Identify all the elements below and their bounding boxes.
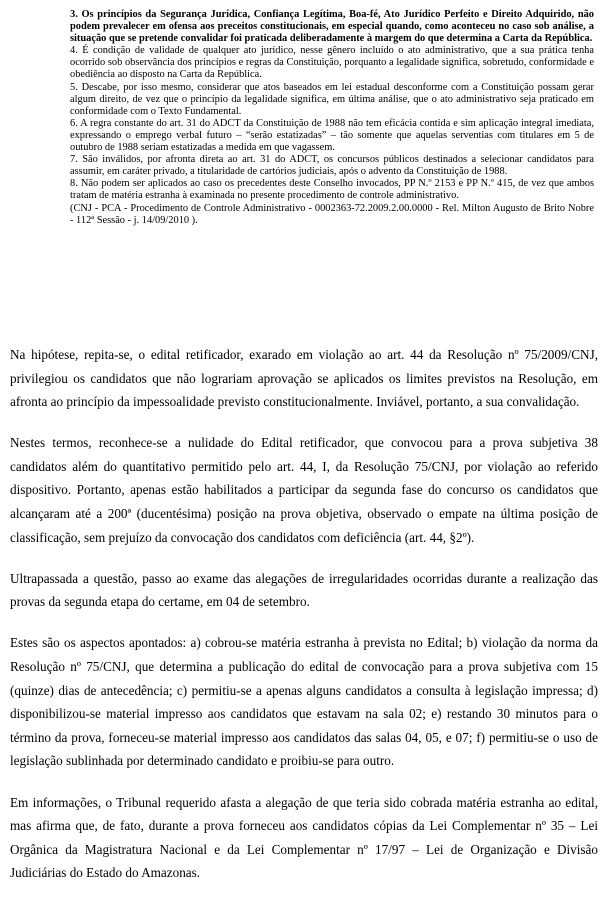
- jurisprudence-quote: [70, 9, 594, 227]
- quote-item-8: 8. Não podem ser aplicados ao caso os precedentes deste Conselho invocados, PP N.º 2153 e PP N.º 415, de vez que ambos tratam de matéria estranha à examinada no presente procedimento de controle administrativo.: [70, 178, 594, 202]
- quote-item-7: 7. São inválidos, por afronta direta ao art. 31 do ADCT, os concursos públicos destinados a selecionar candidatos para assumir, em caráter privado, a titularidade de cartórios judiciais, após o advento da Constituição de 1988.: [70, 154, 594, 178]
- quote-item-4: 4. É condição de validade de qualquer ato jurídico, nesse gênero incluído o ato administrativo, que a sua prática tenha ocorrido sob observância dos princípios e regras da Constituição, porquanto a legalidade significa, sobretudo, conformidade e obediência ao disposto na Carta da República.: [70, 45, 594, 81]
- quote-item-6: 6. A regra constante do art. 31 do ADCT da Constituição de 1988 não tem eficácia contida e sim aplicação integral imediata, expressando o emprego verbal futuro – “serão estatizadas” – tão somente que aquelas serventias com titulares em 5 de outubro de 1988 seriam estatizadas a medida em que vagassem.: [70, 117, 594, 154]
- body-paragraph: Estes são os aspectos apontados: a) cobrou-se matéria estranha à prevista no Edital; b) violação da norma da Resolução nº 75/CNJ, que determina a publicação do edital de convocação para a prova subjetiva com 15 (quinze) dias de antecedência; c) permitiu-se a apenas alguns candidatos a consulta à legislação impressa; d) disponibilizou-se material impresso aos candidatos que estavam na sala 02; e) restando 30 minutos para o término da prova, forneceu-se material impresso aos candidatos das salas 04, 05, e 07; f) permitiu-se o uso de legislação sublinhada por determinado candidato e proibiu-se para outro.: [10, 635, 598, 769]
- body-paragraph: Na hipótese, repita-se, o edital retificador, exarado em violação ao art. 44 da Resolução nº 75/2009/CNJ, privilegiou os candidatos que não lograriam aprovação se aplicados os limites previstos na Resolução, em afronta ao princípio da impessoalidade previsto constitucionalmente. Inviável, portanto, a sua convalidação.: [10, 347, 598, 410]
- document-body: [10, 343, 598, 902]
- body-paragraph: Em informações, o Tribunal requerido afasta a alegação de que teria sido cobrada matéria estranha ao edital, mas afirma que, de fato, durante a prova forneceu aos candidatos cópias da Lei Complementar nº 35 – Lei Orgânica da Magistratura Nacional e da Lei Complementar nº 17/97 – Lei de Organização e Divisão Judiciárias do Estado do Amazonas.: [10, 794, 598, 881]
- quote-item-3: 3. Os princípios da Segurança Jurídica, Confiança Legítima, Boa-fé, Ato Jurídico Perfeito e Direito Adquirido, não podem prevalecer em ofensa aos preceitos constitucionais, em especial quando, como aconteceu no caso sob análise, a situação que se pretende convalidar foi praticada deliberadamente à margem do que determina a Carta da República.: [70, 9, 594, 45]
- quote-citation: (CNJ - PCA - Procedimento de Controle Administrativo - 0002363-72.2009.2.00.0000 - Rel. Milton Augusto de Brito Nobre - 112ª Sessão - j. 14/09/2010 ).: [70, 202, 594, 226]
- body-paragraph: Ultrapassada a questão, passo ao exame das alegações de irregularidades ocorridas durante a realização das provas da segunda etapa do certame, em 04 de setembro.: [10, 570, 598, 610]
- quote-item-5: 5. Descabe, por isso mesmo, considerar que atos baseados em lei estadual desconforme com a Constituição possam gerar algum direito, de vez que o princípio da legalidade significa, em última análise, que o ato administrativo seja praticado em conformidade com o Texto Fundamental.: [70, 81, 594, 117]
- body-paragraph: Nestes termos, reconhece-se a nulidade do Edital retificador, que convocou para a prova subjetiva 38 candidatos além do quantitativo permitido pelo art. 44, I, da Resolução 75/CNJ, por violação ao referido dispositivo. Portanto, apenas estão habilitados a participar da segunda fase do concurso os candidatos que alcançaram até a 200ª (ducentésima) posição na prova objetiva, observado o empate na última posição de classificação, sem prejuízo da convocação dos candidatos com deficiência (art. 44, §2º).: [10, 435, 598, 545]
